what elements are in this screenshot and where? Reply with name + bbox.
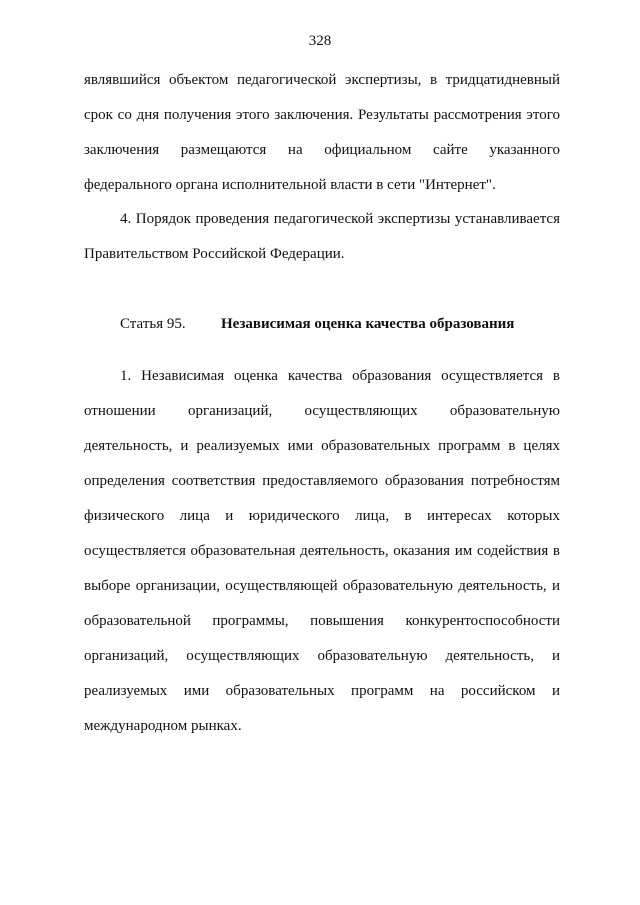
paragraph-line: организаций, осуществляющих образовательную деятельность, и bbox=[84, 648, 560, 664]
article-heading bbox=[120, 315, 514, 333]
paragraph-line: образовательной программы, повышения конкурентоспособности bbox=[84, 613, 560, 629]
paragraph-line: федерального органа исполнительной власти в сети "Интернет". bbox=[84, 177, 496, 193]
paragraph-line: отношении организаций, осуществляющих образовательную bbox=[84, 403, 560, 419]
paragraph-line: срок со дня получения этого заключения. Результаты рассмотрения этого bbox=[84, 107, 560, 123]
paragraph-line: международном рынках. bbox=[84, 718, 242, 734]
paragraph-line: физического лица и юридического лица, в интересах которых bbox=[84, 508, 560, 524]
paragraph-line: выборе организации, осуществляющей образовательную деятельность, и bbox=[84, 578, 560, 594]
paragraph-line: 4. Порядок проведения педагогической экспертизы устанавливается bbox=[120, 211, 560, 227]
paragraph-line: осуществляется образовательная деятельность, оказания им содействия в bbox=[84, 543, 560, 559]
article-title: Независимая оценка качества образования bbox=[221, 316, 515, 332]
article-number: Статья 95. bbox=[120, 316, 186, 332]
paragraph-line: реализуемых ими образовательных программ на российском и bbox=[84, 683, 560, 699]
paragraph-line: Правительством Российской Федерации. bbox=[84, 246, 345, 262]
paragraph-line: 1. Независимая оценка качества образования осуществляется в bbox=[120, 368, 560, 384]
paragraph-line: определения соответствия предоставляемого образования потребностям bbox=[84, 473, 560, 489]
paragraph-line: деятельность, и реализуемых ими образовательных программ в целях bbox=[84, 438, 560, 454]
paragraph-line: заключения размещаются на официальном сайте указанного bbox=[84, 142, 560, 158]
paragraph-line: являвшийся объектом педагогической экспертизы, в тридцатидневный bbox=[84, 72, 560, 88]
page-number: 328 bbox=[308, 33, 332, 49]
